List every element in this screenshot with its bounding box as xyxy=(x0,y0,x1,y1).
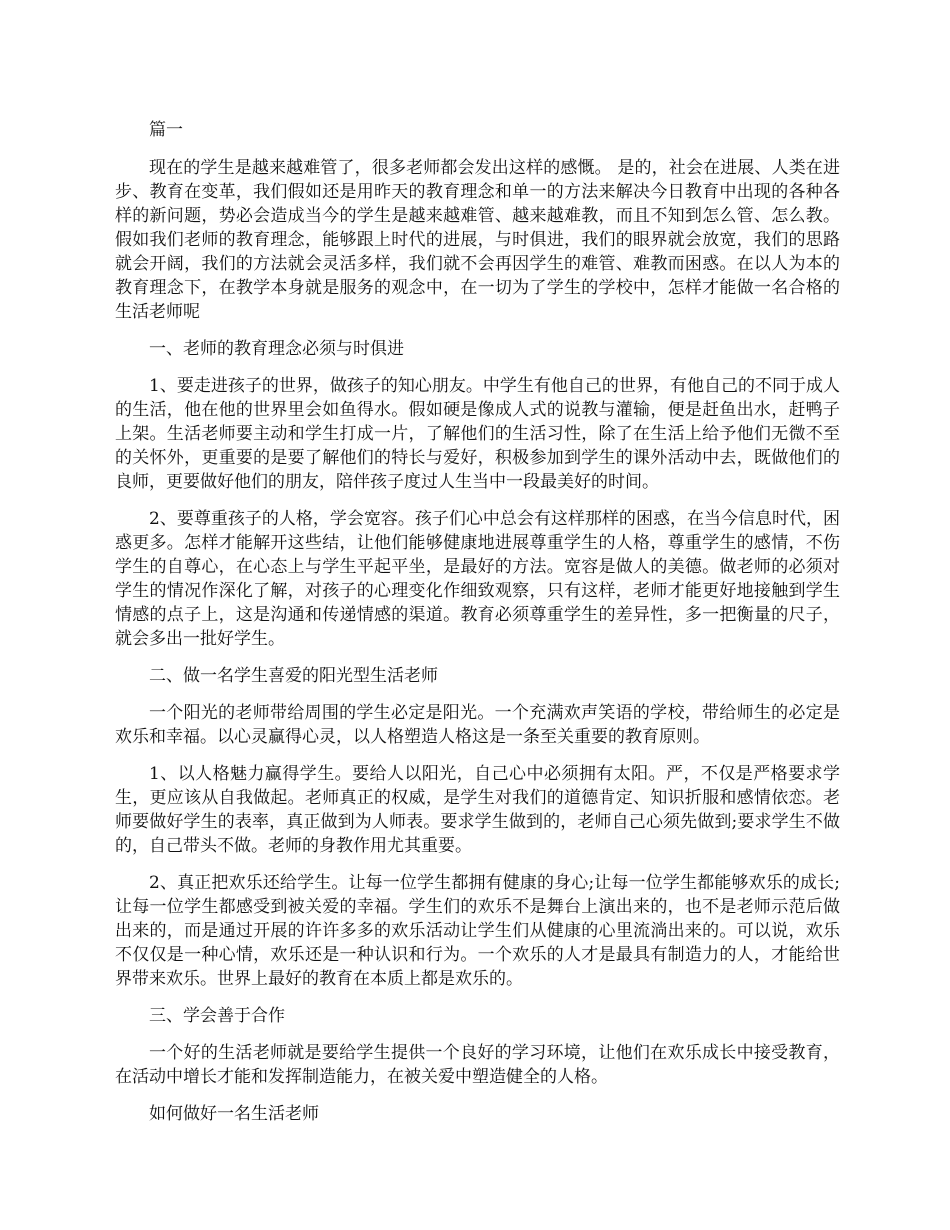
document-page xyxy=(115,118,840,1139)
label-one: 篇一 xyxy=(149,120,183,140)
section-1-paragraph-2: 2、要尊重孩子的人格，学会宽容。孩子们心中总会有这样那样的困惑，在当今信息时代，困惑更多。怎样才能解开这些结，让他们能够健康地进展尊重学生的人格，尊重学生的感情，不伤学生的自尊心，在心态上与学生平起平坐，是最好的方法。宽容是做人的美德。做老师的必须对学生的情况作深化了解，对孩子的心理变化作细致观察，只有这样，老师才能更好地接触到学生情感的点子上，这是沟通和传递情感的渠道。教育必须尊重学生的差异性，多一把衡量的尺子，就会多出一批好学生。 xyxy=(115,509,840,649)
section-3-paragraph-1: 一个好的生活老师就是要给学生提供一个良好的学习环境，让他们在欢乐成长中接受教育，在活动中增长才能和发挥制造能力，在被关爱中塑造健全的人格。 xyxy=(115,1043,840,1087)
section-3-heading: 三、学会善于合作 xyxy=(149,1006,285,1026)
section-1-paragraph-1: 1、要走进孩子的世界，做孩子的知心朋友。中学生有他自己的世界，有他自己的不同于成人的生活，他在他的世界里会如鱼得水。假如硬是像成人式的说教与灌输，便是赶鱼出水，赶鸭子上架。生活老师要主动和学生打成一片，了解他们的生活习性，除了在生活上给予他们无微不至的关怀外，更重要的是要了解他们的特长与爱好，积极参加到学生的课外活动中去，既做他们的良师，更要做好他们的朋友，陪伴孩子度过人生当中一段最美好的时间。 xyxy=(115,376,840,492)
section-2-intro: 一个阳光的老师带给周围的学生必定是阳光。一个充满欢声笑语的学校，带给师生的必定是欢乐和幸福。以心灵赢得心灵，以人格塑造人格这是一条至关重要的教育原则。 xyxy=(115,703,840,747)
section-2-paragraph-2: 2、真正把欢乐还给学生。让每一位学生都拥有健康的身心;让每一位学生都能够欢乐的成长;让每一位学生都感受到被关爱的幸福。学生们的欢乐不是舞台上演出来的，也不是老师示范后做出来的，而是通过开展的许许多多的欢乐活动让学生们从健康的心里流淌出来的。可以说，欢乐不仅仅是一种心情，欢乐还是一种认识和行为。一个欢乐的人才是最具有制造力的人，才能给世界带来欢乐。世界上最好的教育在本质上都是欢乐的。 xyxy=(115,873,840,989)
section-2-heading: 二、做一名学生喜爱的阳光型生活老师 xyxy=(149,666,438,686)
section-2-paragraph-1: 1、以人格魅力赢得学生。要给人以阳光，自己心中必须拥有太阳。严，不仅是严格要求学生，更应该从自我做起。老师真正的权威，是学生对我们的道德肯定、知识折服和感情依恋。老师要做好学生的表率，真正做到为人师表。要求学生做到的，老师自己心须先做到;要求学生不做的，自己带头不做。老师的身教作用尤其重要。 xyxy=(115,764,840,856)
section-1-heading: 一、老师的教育理念必须与时俱进 xyxy=(149,339,404,359)
intro-paragraph: 现在的学生是越来越难管了，很多老师都会发出这样的感慨。 是的，社会在进展、人类在进步、教育在变革，我们假如还是用昨天的教育理念和单一的方法来解决今日教育中出现的各种各样的新问题，势必会造成当今的学生是越来越难管、越来越难教，而且不知到怎么管、怎么教。假如我们老师的教育理念，能够跟上时代的进展，与时俱进，我们的眼界就会放宽，我们的思路就会开阔，我们的方法就会灵活多样，我们就不会再因学生的难管、难教而困惑。在以人为本的教育理念下，在教学本身就是服务的观念中，在一切为了学生的学校中，怎样才能做一名合格的生活老师呢 xyxy=(115,158,840,322)
closing-title: 如何做好一名生活老师 xyxy=(149,1104,319,1124)
